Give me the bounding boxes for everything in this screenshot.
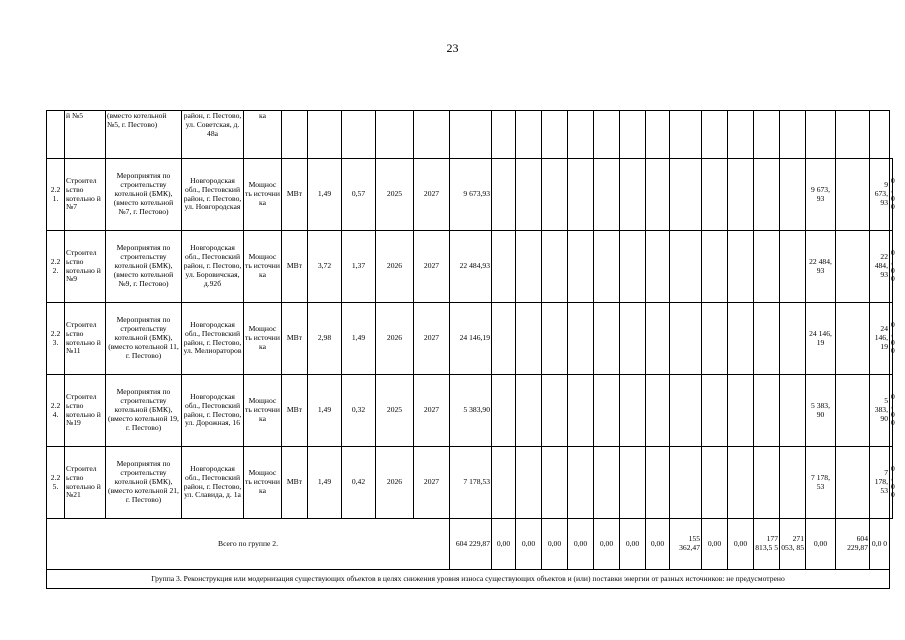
item-2027-value: 9 673, 93 (806, 159, 836, 231)
table-row (47, 159, 893, 231)
total-cell: 0,00 (516, 519, 542, 570)
empty-cell (516, 303, 542, 375)
item-grand-total: 7 178,53 (870, 447, 890, 519)
table-row (47, 447, 893, 519)
empty-cell (542, 447, 568, 519)
empty-cell (780, 231, 806, 303)
table-row (47, 231, 893, 303)
item-after: 0,57 (342, 159, 376, 231)
total-cell: 155 362,47 (670, 519, 702, 570)
total-cell: 0,00 (542, 519, 568, 570)
item-number: 2.2 4. (47, 375, 65, 447)
empty-cell (620, 159, 646, 231)
total-label: Всего по группе 2. (47, 519, 450, 570)
item-end-year: 2027 (414, 447, 450, 519)
item-start-year: 2026 (376, 447, 414, 519)
item-unit: МВт (282, 375, 308, 447)
item-measure: Мероприятия по строительству котельной (БМК), (вместо котельной №7, г. Пестово) (106, 159, 182, 231)
empty-cell (780, 303, 806, 375)
item-location: Новгородская обл., Пестовский район, г. Пестово, ул. Дорожная, 16 (182, 375, 244, 447)
empty-cell (754, 231, 780, 303)
empty-cell (702, 447, 728, 519)
item-number: 2.2 3. (47, 303, 65, 375)
item-number: 2.2 5. (47, 447, 65, 519)
item-unit: МВт (282, 231, 308, 303)
item-before: 1,49 (308, 375, 342, 447)
empty-cell (594, 303, 620, 375)
cell-num (47, 111, 65, 159)
empty-cell (542, 375, 568, 447)
total-cell: 0,00 (646, 519, 670, 570)
empty-cell (702, 303, 728, 375)
total-sum: 604 229,87 (450, 519, 492, 570)
empty-cell (516, 159, 542, 231)
item-last: 0,0 0 (890, 447, 893, 519)
empty-cell (780, 159, 806, 231)
item-2027-value: 22 484, 93 (806, 231, 836, 303)
total-cell: 0,00 (594, 519, 620, 570)
table-row-group3 (47, 570, 893, 589)
total-grand: 604 229,87 (836, 519, 870, 570)
empty-cell (594, 159, 620, 231)
empty-cell (728, 375, 754, 447)
empty-cell (670, 447, 702, 519)
table-row (47, 375, 893, 447)
empty-cell (620, 375, 646, 447)
item-measure: Мероприятия по строительству котельной (БМК), (вместо котельной 21, г. Пестово) (106, 447, 182, 519)
total-cell: 0,00 (568, 519, 594, 570)
empty-cell (568, 303, 594, 375)
item-before: 3,72 (308, 231, 342, 303)
item-location: Новгородская обл., Пестовский район, г. Пестово, ул. Новгородская (182, 159, 244, 231)
item-grand-total: 22 484,93 (870, 231, 890, 303)
empty-cell (620, 231, 646, 303)
item-total: 9 673,93 (450, 159, 492, 231)
empty-cell (542, 303, 568, 375)
empty-cell (594, 231, 620, 303)
empty-cell (836, 447, 870, 519)
empty-cell (670, 375, 702, 447)
total-cell: 0,00 (620, 519, 646, 570)
empty-cell (754, 303, 780, 375)
item-grand-total: 5 383,90 (870, 375, 890, 447)
empty-cell (836, 375, 870, 447)
item-param: Мощнос ть источни ка (244, 375, 282, 447)
item-start-year: 2025 (376, 375, 414, 447)
empty-cell (542, 231, 568, 303)
item-name: Строител ьство котельно й №11 (65, 303, 106, 375)
item-before: 2,98 (308, 303, 342, 375)
cell-location: район, г. Пестово, ул. Советская, д. 48а (182, 111, 244, 159)
item-location: Новгородская обл., Пестовский район, г. Пестово, ул. Мелиораторов (182, 303, 244, 375)
empty-cell (516, 447, 542, 519)
empty-cell (780, 447, 806, 519)
empty-cell (492, 159, 516, 231)
empty-cell (670, 159, 702, 231)
cell-param: ка (244, 111, 282, 159)
empty-cell (728, 447, 754, 519)
total-cell: 0,00 (728, 519, 754, 570)
investment-table (46, 110, 893, 589)
empty-cell (542, 159, 568, 231)
total-cell: 177 813,5 5 (754, 519, 780, 570)
empty-cell (646, 447, 670, 519)
item-2027-value: 24 146, 19 (806, 303, 836, 375)
item-before: 1,49 (308, 159, 342, 231)
item-start-year: 2026 (376, 231, 414, 303)
empty-cell (702, 231, 728, 303)
empty-cell (594, 375, 620, 447)
empty-cell (646, 303, 670, 375)
item-before: 1,49 (308, 447, 342, 519)
item-location: Новгородская обл., Пестовский район, г. Пестово, ул. Боровичская, д.92б (182, 231, 244, 303)
item-2027-value: 7 178, 53 (806, 447, 836, 519)
item-location: Новгородская обл., Пестовский район, г. Пестово, ул. Славида, д. 1а (182, 447, 244, 519)
total-cell: 0,00 (806, 519, 836, 570)
item-total: 22 484,93 (450, 231, 492, 303)
empty-cell (754, 447, 780, 519)
item-end-year: 2027 (414, 303, 450, 375)
empty-cell (836, 303, 870, 375)
empty-cell (646, 231, 670, 303)
item-param: Мощнос ть источни ка (244, 447, 282, 519)
item-unit: МВт (282, 447, 308, 519)
item-unit: МВт (282, 303, 308, 375)
item-name: Строител ьство котельно й №9 (65, 231, 106, 303)
item-end-year: 2027 (414, 159, 450, 231)
empty-cell (836, 159, 870, 231)
item-param: Мощнос ть источни ка (244, 159, 282, 231)
empty-cell (646, 375, 670, 447)
empty-cell (702, 159, 728, 231)
total-cell: 0,00 (702, 519, 728, 570)
item-name: Строител ьство котельно й №7 (65, 159, 106, 231)
empty-cell (670, 303, 702, 375)
empty-cell (516, 375, 542, 447)
item-after: 1,37 (342, 231, 376, 303)
empty-cell (568, 375, 594, 447)
empty-cell (568, 159, 594, 231)
item-last: 0,0 0 (890, 231, 893, 303)
empty-cell (728, 159, 754, 231)
empty-cell (702, 375, 728, 447)
item-end-year: 2027 (414, 375, 450, 447)
item-after: 1,49 (342, 303, 376, 375)
empty-cell (568, 231, 594, 303)
table-row-total (47, 519, 893, 570)
item-total: 7 178,53 (450, 447, 492, 519)
item-number: 2.2 1. (47, 159, 65, 231)
item-grand-total: 9 673,93 (870, 159, 890, 231)
item-measure: Мероприятия по строительству котельной (БМК), (вместо котельной 11, г. Пестово) (106, 303, 182, 375)
page-number: 23 (446, 41, 459, 55)
item-start-year: 2025 (376, 159, 414, 231)
empty-cell (516, 231, 542, 303)
empty-cell (594, 447, 620, 519)
empty-cell (492, 231, 516, 303)
empty-cell (568, 447, 594, 519)
empty-cell (754, 159, 780, 231)
item-end-year: 2027 (414, 231, 450, 303)
group3-text: Группа 3. Реконструкция или модернизация существующих объектов в целях снижения уровня износа существующих объектов и (или) поставки энергии от разных источников: не предусмотрено (47, 570, 890, 589)
cell-name: й №5 (65, 111, 106, 159)
item-param: Мощнос ть источни ка (244, 303, 282, 375)
item-total: 5 383,90 (450, 375, 492, 447)
table-row-top (47, 111, 893, 159)
total-cell: 271 053, 85 (780, 519, 806, 570)
item-after: 0,42 (342, 447, 376, 519)
item-measure: Мероприятия по строительству котельной (БМК), (вместо котельной №9, г. Пестово) (106, 231, 182, 303)
empty-cell (754, 375, 780, 447)
item-last: 0,0 0 (890, 159, 893, 231)
empty-cell (728, 303, 754, 375)
item-name: Строител ьство котельно й №19 (65, 375, 106, 447)
item-last: 0,0 0 (890, 303, 893, 375)
item-last: 0,0 0 (890, 375, 893, 447)
item-grand-total: 24 146,19 (870, 303, 890, 375)
empty-cell (620, 447, 646, 519)
empty-cell (492, 447, 516, 519)
empty-cell (780, 375, 806, 447)
item-name: Строител ьство котельно й №21 (65, 447, 106, 519)
total-cell: 0,00 (492, 519, 516, 570)
empty-cell (492, 375, 516, 447)
item-after: 0,32 (342, 375, 376, 447)
empty-cell (646, 159, 670, 231)
empty-cell (492, 303, 516, 375)
empty-cell (728, 231, 754, 303)
item-2027-value: 5 383, 90 (806, 375, 836, 447)
empty-cell (620, 303, 646, 375)
item-param: Мощнос ть источни ка (244, 231, 282, 303)
item-start-year: 2026 (376, 303, 414, 375)
empty-cell (670, 231, 702, 303)
table-row (47, 303, 893, 375)
item-unit: МВт (282, 159, 308, 231)
item-total: 24 146,19 (450, 303, 492, 375)
item-measure: Мероприятия по строительству котельной (БМК), (вместо котельной 19, г. Пестово) (106, 375, 182, 447)
item-number: 2.2 2. (47, 231, 65, 303)
cell-measure: (вместо котельной №5, г. Пестово) (106, 111, 182, 159)
total-last: 0,0 0 (870, 519, 890, 570)
empty-cell (836, 231, 870, 303)
